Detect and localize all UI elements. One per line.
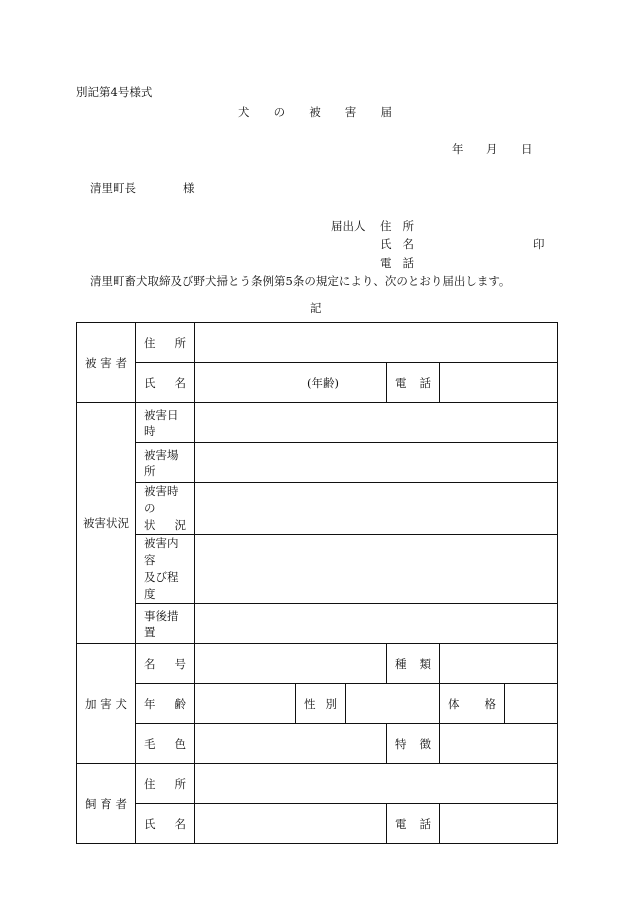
damage-place-label: 被害場所: [136, 443, 195, 483]
victim-phone-label: 電 話: [387, 363, 440, 403]
reporter-address-label: 住 所: [380, 219, 414, 233]
damage-content-label: 被害内容 及び程度: [136, 535, 195, 604]
dog-age-label: 年 齢: [136, 684, 195, 724]
age-note: (年齢): [307, 375, 339, 390]
reporter-label: 届出人: [331, 219, 366, 233]
title-char: 届: [380, 105, 392, 119]
seal-mark: 印: [533, 237, 545, 251]
owner-group-label: 飼 育 者: [77, 764, 136, 844]
dog-color-label: 毛 色: [136, 724, 195, 764]
dog-sex-label: 性 別: [296, 684, 346, 724]
addressee-honorific: 様: [183, 181, 195, 195]
followup-field[interactable]: [195, 604, 558, 644]
page-title: [238, 104, 392, 120]
date-month: 月: [486, 142, 498, 156]
dog-color-field[interactable]: [195, 724, 387, 764]
dog-features-label: 特 徴: [387, 724, 440, 764]
owner-name-label: 氏 名: [136, 804, 195, 844]
victim-phone-field[interactable]: [440, 363, 558, 403]
situation-group-label: 被害状況: [77, 403, 136, 644]
title-char: 犬: [238, 105, 250, 119]
title-char: 害: [344, 105, 357, 119]
date-year: 年: [452, 142, 464, 156]
dog-age-field[interactable]: [195, 684, 296, 724]
damage-content-field[interactable]: [195, 535, 558, 604]
victim-group-label: 被 害 者: [77, 323, 136, 403]
dog-build-field[interactable]: [505, 684, 558, 724]
form-code: 別記第4号様式: [76, 85, 153, 99]
owner-name-field[interactable]: [195, 804, 387, 844]
owner-phone-field[interactable]: [440, 804, 558, 844]
owner-address-field[interactable]: [195, 764, 558, 804]
title-char: の: [273, 105, 286, 119]
reporter-name-label: 氏 名: [380, 237, 414, 251]
ki-label: 記: [310, 301, 322, 315]
damage-place-field[interactable]: [195, 443, 558, 483]
dog-breed-field[interactable]: [440, 644, 558, 684]
date-day: 日: [521, 142, 533, 156]
dog-sex-field[interactable]: [346, 684, 440, 724]
dog-breed-label: 種 類: [387, 644, 440, 684]
dog-name-label: 名 号: [136, 644, 195, 684]
title-char: 被: [309, 105, 321, 119]
dog-group-label: 加 害 犬: [77, 644, 136, 764]
form-table: [76, 322, 558, 844]
owner-address-label: 住 所: [136, 764, 195, 804]
damage-datetime-field[interactable]: [195, 403, 558, 443]
statement: 清里町畜犬取締及び野犬掃とう条例第5条の規定により、次のとおり届出します。: [90, 274, 511, 288]
victim-address-field[interactable]: [195, 323, 558, 363]
followup-label: 事後措置: [136, 604, 195, 644]
owner-phone-label: 電 話: [387, 804, 440, 844]
addressee-name: 清里町長: [90, 181, 136, 195]
dog-features-field[interactable]: [440, 724, 558, 764]
victim-name-field[interactable]: [195, 363, 387, 403]
victim-address-label: 住 所: [136, 323, 195, 363]
reporter-phone-label: 電 話: [380, 256, 414, 270]
damage-circumstance-field[interactable]: [195, 483, 558, 535]
damage-datetime-label: 被害日時: [136, 403, 195, 443]
dog-build-label: 体 格: [440, 684, 505, 724]
victim-name-label: 氏 名: [136, 363, 195, 403]
damage-circumstance-label: 被害時の 状 況: [136, 483, 195, 535]
dog-name-field[interactable]: [195, 644, 387, 684]
